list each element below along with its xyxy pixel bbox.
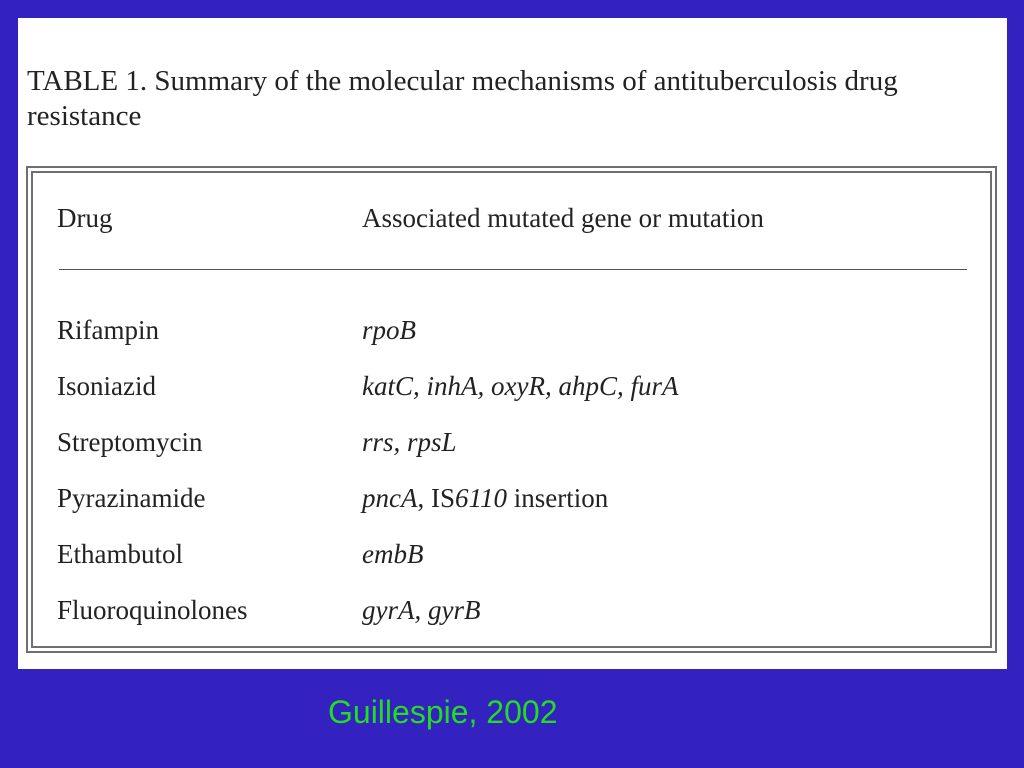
table-caption: TABLE 1. Summary of the molecular mechanisms of antituberculosis drug resistance [27,65,898,132]
mutation-cell: katC, inhA, oxyR, ahpC, furA [362,371,679,401]
header-divider [59,269,967,270]
drug-cell: Streptomycin [57,427,203,457]
table [31,171,992,648]
mutation-cell: embB [362,539,424,569]
mutation-cell [362,483,608,514]
mutation-cell: rpoB [362,315,416,345]
mutation-suffix: insertion [507,483,609,513]
drug-cell: Rifampin [57,315,159,345]
drug-cell: Ethambutol [57,539,183,569]
mutation-gene: pncA [362,483,418,513]
mutation-number: 6110 [455,483,507,513]
mutation-cell: gyrA, gyrB [362,595,481,625]
drug-cell: Pyrazinamide [57,483,206,513]
drug-cell: Isoniazid [57,371,156,401]
header-mutation: Associated mutated gene or mutation [362,203,764,233]
mutation-cell: rrs, rpsL [362,427,457,457]
drug-cell: Fluoroquinolones [57,595,248,625]
table-frame [26,166,997,653]
citation-footer: Guillespie, 2002 [328,694,558,730]
mutation-separator: , IS [417,483,455,513]
header-drug: Drug [57,203,113,233]
slide-panel [18,18,1007,669]
